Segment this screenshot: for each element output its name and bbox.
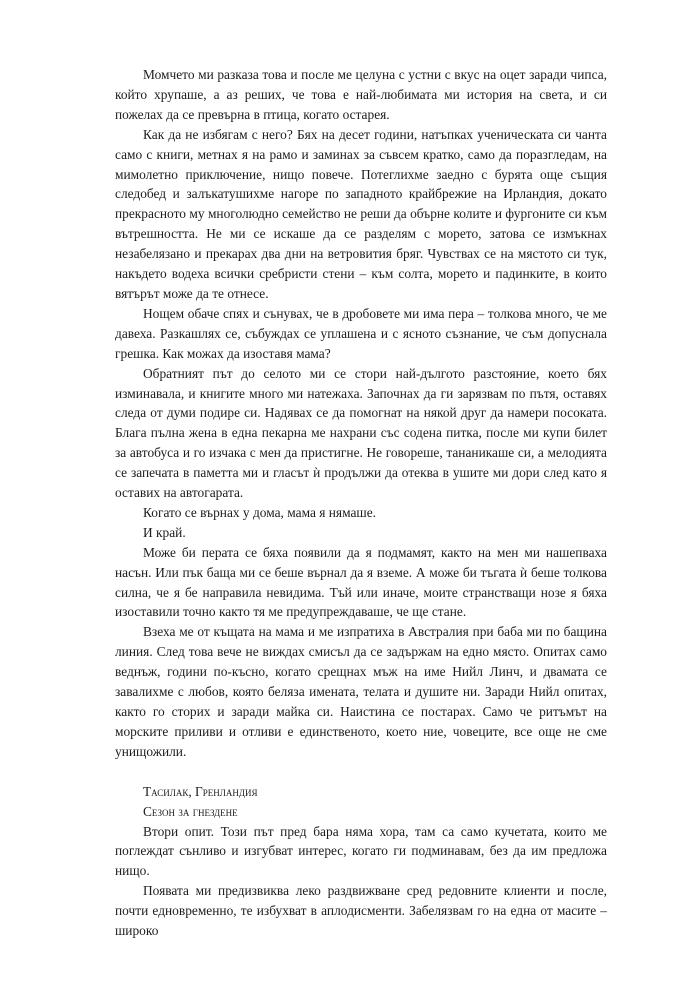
paragraph: Когато се върнах у дома, мама я нямаше. bbox=[143, 504, 377, 520]
paragraph: Нощем обаче спях и сънувах, че в дробовете ми има пера – толкова много, че ме давеха. Разкашлях се, събуждах се уплашена и с ясното съзнание, че съм допуснала грешка. Как можах да изоставя мама? bbox=[115, 305, 607, 361]
paragraph: Взеха ме от къщата на мама и ме изпратиха в Австралия при баба ми по бащина линия. След това вече не виждах смисъл да се задържам на едно място. Опитах само веднъж, години по-късно, когато срещнах мъж на име Нийл Линч, и двамата се завалихме с любов, която беляза имената, телата и душите ни. Заради Нийл опитах, както го сторих и заради майка си. Наистина се постарах. Само че ритъмът на морските приливи и отливи е единственото, което ние, човеците, все още не сме унищожили. bbox=[115, 624, 607, 759]
document-page bbox=[115, 65, 607, 941]
section-break bbox=[115, 762, 607, 782]
paragraph: И край. bbox=[143, 524, 186, 540]
paragraph: Как да не избягам с него? Бях на десет години, натъпках ученическата си чанта само с книги, метнах я на рамо и заминах за съвсем кратко, само да поразгледам, на мимолетно приключение, нищо повече. Потеглихме заедно с бурята още същия следобед и залъкатушихме нагоре по западното крайбрежие на Ирландия, докато прекрасното му многолюдно семейство не реши да обърне колите и фургоните си към вътрешността. Не ми се искаше да се разделям с морето, затова се измъкнах незабелязано и прекарах два дни на ветровития бряг. Чувствах се на мястото си тук, накъдето водеха всички сребристи стени – към солта, морето и падинките, в които вятърът може да те отнесе. bbox=[115, 126, 607, 301]
paragraph: Появата ми предизвиква леко раздвижване сред редовните клиенти и после, почти едновременно, те избухват в аплодисменти. Забелязвам го на една от масите – широко bbox=[115, 883, 607, 939]
paragraph: Обратният път до селото ми се стори най-дългото разстояние, което бях изминавала, и книгите много ми натежаха. Започнах да ги зарязвам по пътя, оставях следа от думи подире си. Надявах се да помогнат на някой друг да намери посоката. Блага пълна жена в една пекарна ме нахрани със содена питка, после ми купи билет за автобуса и го изчака с мен да пристигне. Не говореше, тананикаше си, а мелодията се запечата в паметта ми и гласът ѝ продължи да отеква в ушите ми дори след като я оставих на автогарата. bbox=[115, 365, 607, 501]
paragraph: Може би перата се бяха появили да я подмамят, както на мен ми нашепваха насън. Или пък баща ми се беше върнал да я вземе. А може би тъгата ѝ беше толкова силна, че я бе направила невидима. Тъй или иначе, моите странстващи нозе я бяха изоставили точно както тя ме предупреждаваше, че ще стане. bbox=[115, 544, 607, 620]
section-location: Тасилак, Гренландия bbox=[143, 783, 258, 799]
paragraph: Втори опит. Този път пред бара няма хора, там са само кучетата, които ме поглеждат сънливо и изгубват интерес, когато ги подминавам, без да им предложа нищо. bbox=[115, 823, 607, 879]
paragraph: Момчето ми разказа това и после ме целуна с устни с вкус на оцет заради чипса, който хрупаше, а аз реших, че това е най-любимата ми история на света, и си пожелах да се превърна в птица, когато остарея. bbox=[115, 67, 607, 122]
section-season: Сезон за гнездене bbox=[143, 803, 238, 819]
